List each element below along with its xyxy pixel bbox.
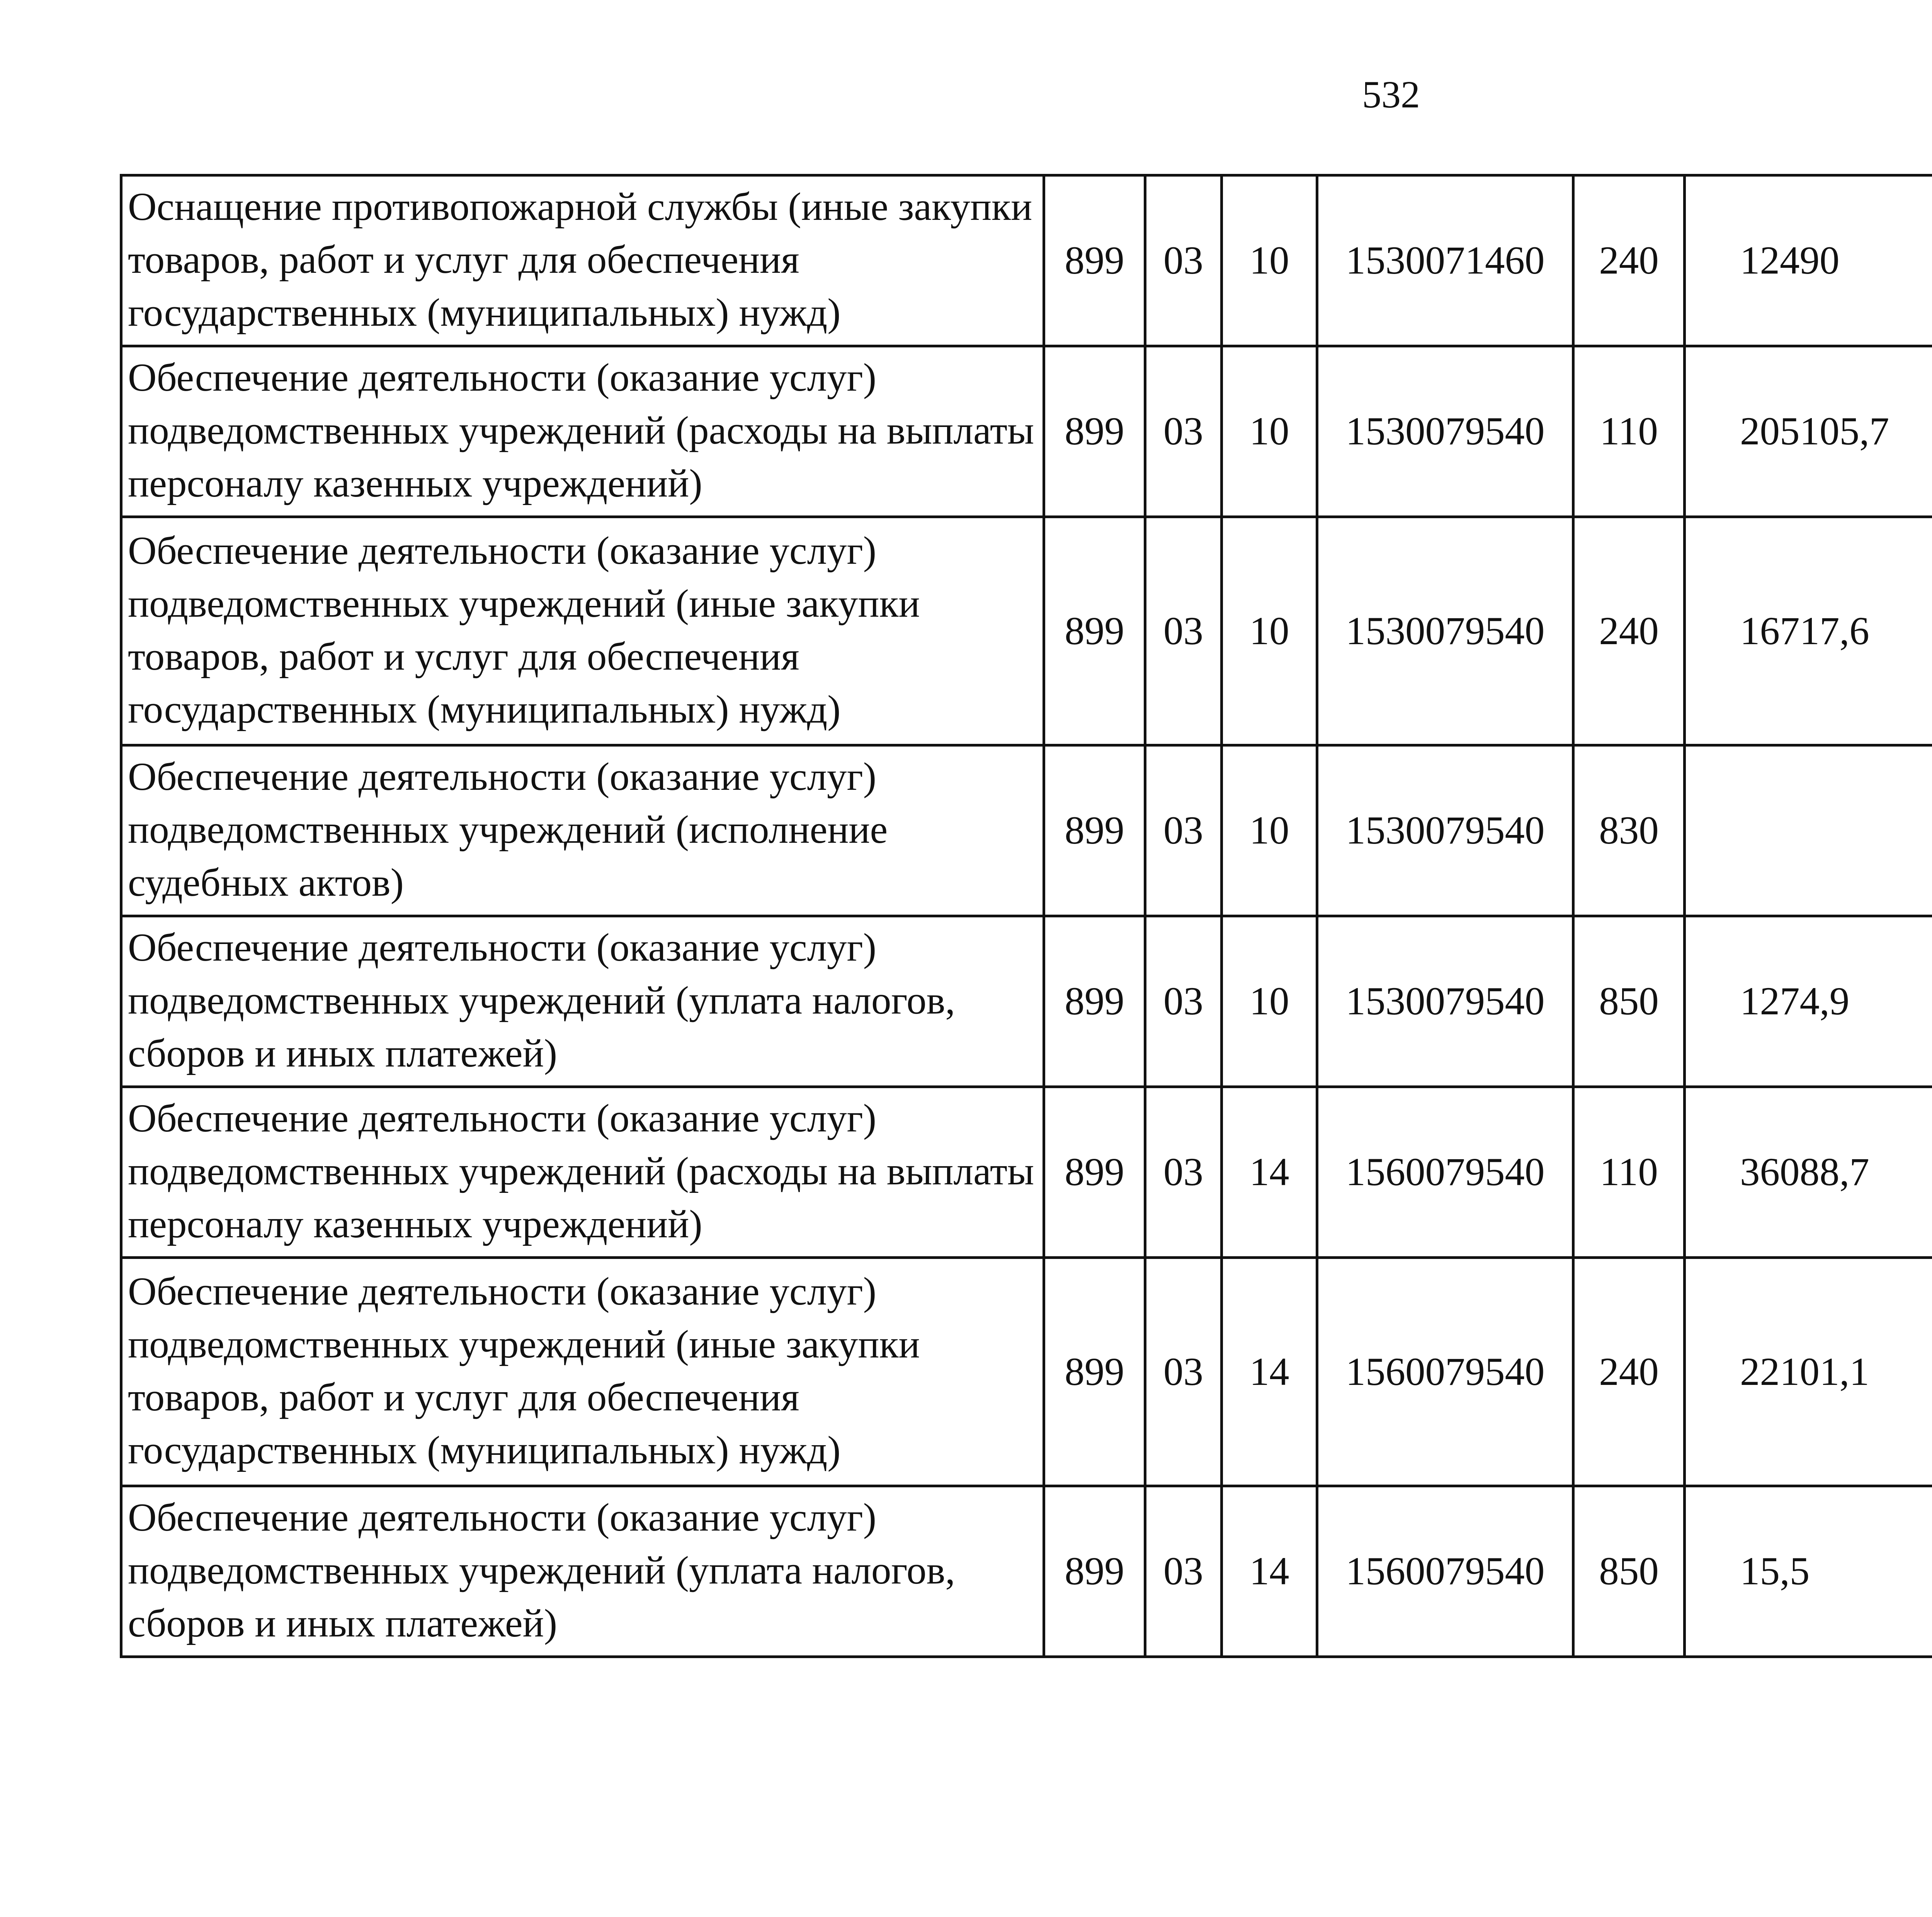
table-row bbox=[121, 1486, 1932, 1657]
expense-type-code: 830 bbox=[1573, 745, 1685, 916]
section-code: 03 bbox=[1145, 745, 1222, 916]
table-row bbox=[121, 517, 1932, 745]
row-description: Обеспечение деятельности (оказание услуг) подведомственных учреждений (иные закупки товаров, работ и услуг для обеспечения государственных (муниципальных) нужд) bbox=[121, 517, 1044, 745]
target-article-code: 1560079540 bbox=[1317, 1087, 1573, 1258]
table-row bbox=[121, 916, 1932, 1087]
amount-year-1 bbox=[1685, 745, 1932, 916]
amount-year-1: 36088,7 bbox=[1685, 1087, 1932, 1258]
row-description: Обеспечение деятельности (оказание услуг) подведомственных учреждений (иные закупки товаров, работ и услуг для обеспечения государственных (муниципальных) нужд) bbox=[121, 1258, 1044, 1486]
table-row bbox=[121, 175, 1932, 346]
subsection-code: 14 bbox=[1222, 1087, 1317, 1258]
subsection-code: 10 bbox=[1222, 346, 1317, 517]
budget-table bbox=[120, 174, 1932, 1658]
section-code: 03 bbox=[1145, 175, 1222, 346]
subsection-code: 10 bbox=[1222, 517, 1317, 745]
row-description: Обеспечение деятельности (оказание услуг) подведомственных учреждений (исполнение судебных актов) bbox=[121, 745, 1044, 916]
expense-type-code: 110 bbox=[1573, 1087, 1685, 1258]
section-code: 03 bbox=[1145, 1486, 1222, 1657]
section-code: 03 bbox=[1145, 346, 1222, 517]
row-description: Обеспечение деятельности (оказание услуг) подведомственных учреждений (уплата налогов, сборов и иных платежей) bbox=[121, 916, 1044, 1087]
target-article-code: 1560079540 bbox=[1317, 1258, 1573, 1486]
ministry-code: 899 bbox=[1044, 1486, 1145, 1657]
section-code: 03 bbox=[1145, 916, 1222, 1087]
ministry-code: 899 bbox=[1044, 346, 1145, 517]
target-article-code: 1530079540 bbox=[1317, 346, 1573, 517]
amount-year-1: 22101,1 bbox=[1685, 1258, 1932, 1486]
page-number: 532 bbox=[1362, 73, 1420, 116]
row-description: Обеспечение деятельности (оказание услуг) подведомственных учреждений (расходы на выплаты персоналу казенных учреждений) bbox=[121, 346, 1044, 517]
ministry-code: 899 bbox=[1044, 1258, 1145, 1486]
expense-type-code: 240 bbox=[1573, 1258, 1685, 1486]
ministry-code: 899 bbox=[1044, 916, 1145, 1087]
expense-type-code: 850 bbox=[1573, 916, 1685, 1087]
target-article-code: 1530079540 bbox=[1317, 916, 1573, 1087]
table-row bbox=[121, 1258, 1932, 1486]
ministry-code: 899 bbox=[1044, 175, 1145, 346]
ministry-code: 899 bbox=[1044, 745, 1145, 916]
expense-type-code: 240 bbox=[1573, 175, 1685, 346]
row-description: Обеспечение деятельности (оказание услуг) подведомственных учреждений (расходы на выплаты персоналу казенных учреждений) bbox=[121, 1087, 1044, 1258]
section-code: 03 bbox=[1145, 1258, 1222, 1486]
expense-type-code: 240 bbox=[1573, 517, 1685, 745]
subsection-code: 10 bbox=[1222, 745, 1317, 916]
target-article-code: 1530071460 bbox=[1317, 175, 1573, 346]
ministry-code: 899 bbox=[1044, 1087, 1145, 1258]
amount-year-1: 12490 bbox=[1685, 175, 1932, 346]
table-row bbox=[121, 346, 1932, 517]
target-article-code: 1530079540 bbox=[1317, 517, 1573, 745]
target-article-code: 1560079540 bbox=[1317, 1486, 1573, 1657]
row-description: Оснащение противопожарной службы (иные закупки товаров, работ и услуг для обеспечения государственных (муниципальных) нужд) bbox=[121, 175, 1044, 346]
subsection-code: 10 bbox=[1222, 916, 1317, 1087]
subsection-code: 10 bbox=[1222, 175, 1317, 346]
row-description: Обеспечение деятельности (оказание услуг) подведомственных учреждений (уплата налогов, сборов и иных платежей) bbox=[121, 1486, 1044, 1657]
target-article-code: 1530079540 bbox=[1317, 745, 1573, 916]
ministry-code: 899 bbox=[1044, 517, 1145, 745]
subsection-code: 14 bbox=[1222, 1486, 1317, 1657]
table-row bbox=[121, 1087, 1932, 1258]
amount-year-1: 1274,9 bbox=[1685, 916, 1932, 1087]
expense-type-code: 850 bbox=[1573, 1486, 1685, 1657]
expense-type-code: 110 bbox=[1573, 346, 1685, 517]
table-row bbox=[121, 745, 1932, 916]
amount-year-1: 205105,7 bbox=[1685, 346, 1932, 517]
subsection-code: 14 bbox=[1222, 1258, 1317, 1486]
section-code: 03 bbox=[1145, 1087, 1222, 1258]
amount-year-1: 15,5 bbox=[1685, 1486, 1932, 1657]
amount-year-1: 16717,6 bbox=[1685, 517, 1932, 745]
section-code: 03 bbox=[1145, 517, 1222, 745]
